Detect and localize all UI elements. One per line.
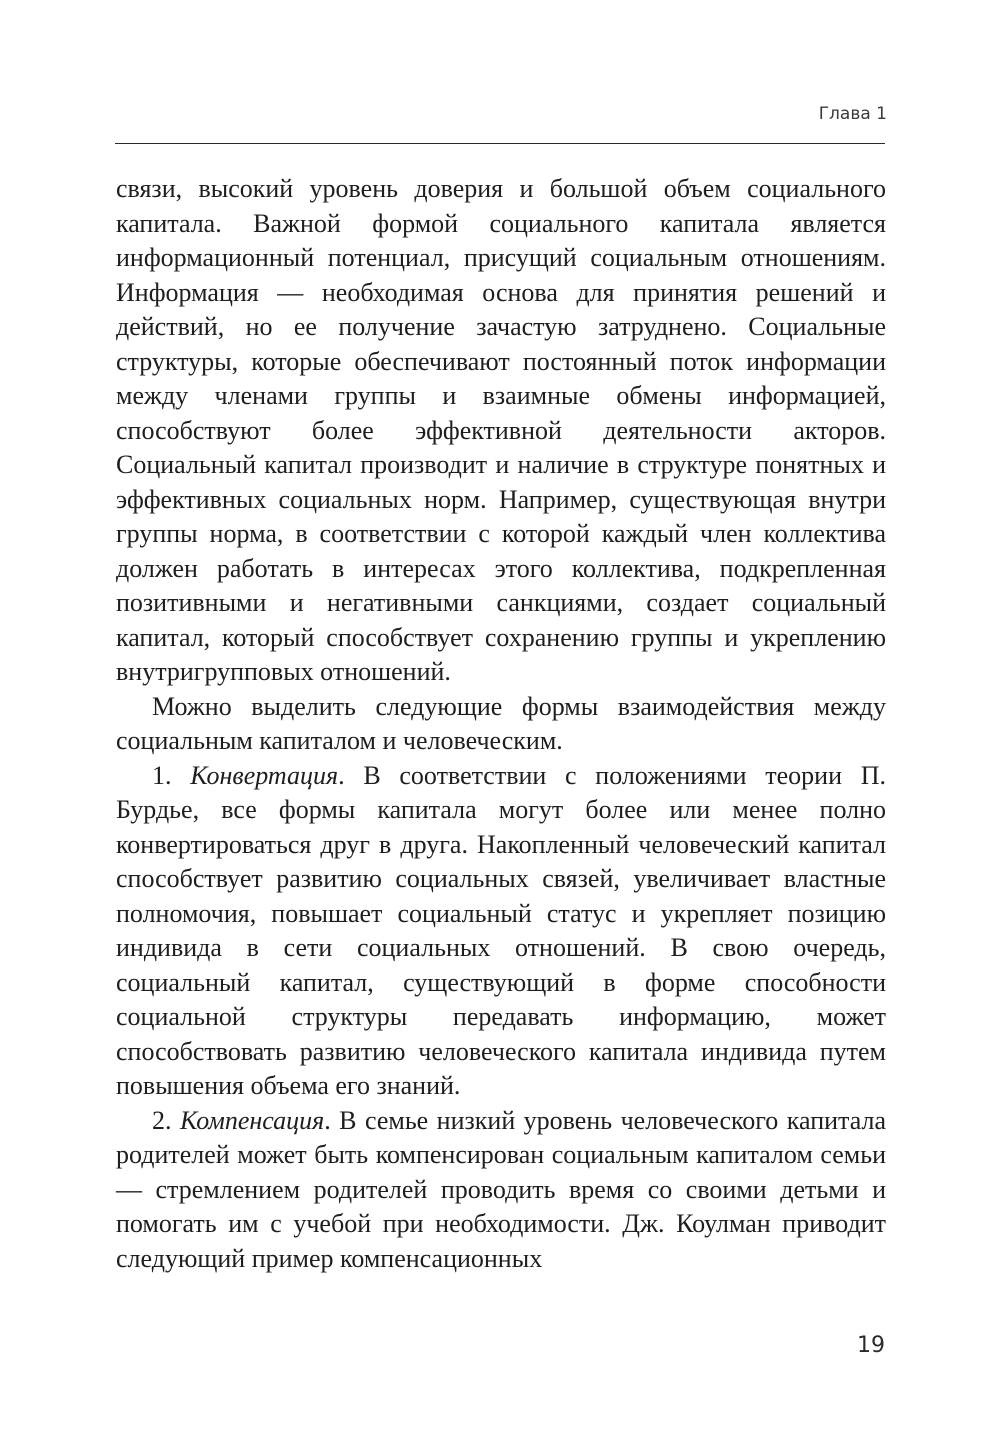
page-number: 19 — [857, 1333, 885, 1358]
term-conversion: Конвертация — [190, 760, 339, 790]
list-number-2: 2. — [152, 1105, 172, 1135]
paragraph-3-text: . В соответствии с положениями теории П. Бурдье, все формы капитала могут более или менее полно конвертироваться друг в друга. Накопленный человеческий капитал способствует развитию социальных связей, увеличивает властные полномочия, повышает социальный статус и укрепляет позицию индивида в сети социальных отношений. В свою очередь, социальный капитал, существующий в форме способности социальной структуры передавать информацию, может способствовать развитию человеческого капитала индивида путем повышения объема его знаний. — [116, 760, 886, 1100]
header-rule — [115, 143, 885, 144]
paragraph-4 — [116, 1104, 886, 1277]
body-text — [116, 172, 886, 1276]
running-head: Глава 1 — [818, 104, 887, 124]
paragraph-3 — [116, 759, 886, 1104]
paragraph-2: Можно выделить следующие формы взаимодействия между социальным капиталом и человеческим. — [116, 691, 886, 755]
paragraph-1: связи, высокий уровень доверия и большой объем социального капитала. Важной формой социального капитала является информационный потенциал, присущий социальным отношениям. Информация — необходимая основа для принятия решений и действий, но ее получение зачастую затруднено. Социальные структуры, которые обеспечивают постоянный поток информации между членами группы и взаимные обмены информацией, способствуют более эффективной деятельности акторов. Социальный капитал производит и наличие в структуре понятных и эффективных социальных норм. Например, существующая внутри группы норма, в соответствии с которой каждый член коллектива должен работать в интересах этого коллектива, подкрепленная позитивными и негативными санкциями, создает социальный капитал, который способствует сохранению группы и укреплению внутригрупповых отношений. — [116, 174, 886, 686]
paragraph-4-text: . В семье низкий уровень человеческого капитала родителей может быть компенсирован социальным капиталом семьи — стремлением родителей проводить время со своими детьми и помогать им с учебой при необходимости. Дж. Коулман приводит следующий пример компенсационных — [116, 1105, 886, 1273]
term-compensation: Компенсация — [179, 1105, 325, 1135]
list-number-1: 1. — [152, 760, 172, 790]
